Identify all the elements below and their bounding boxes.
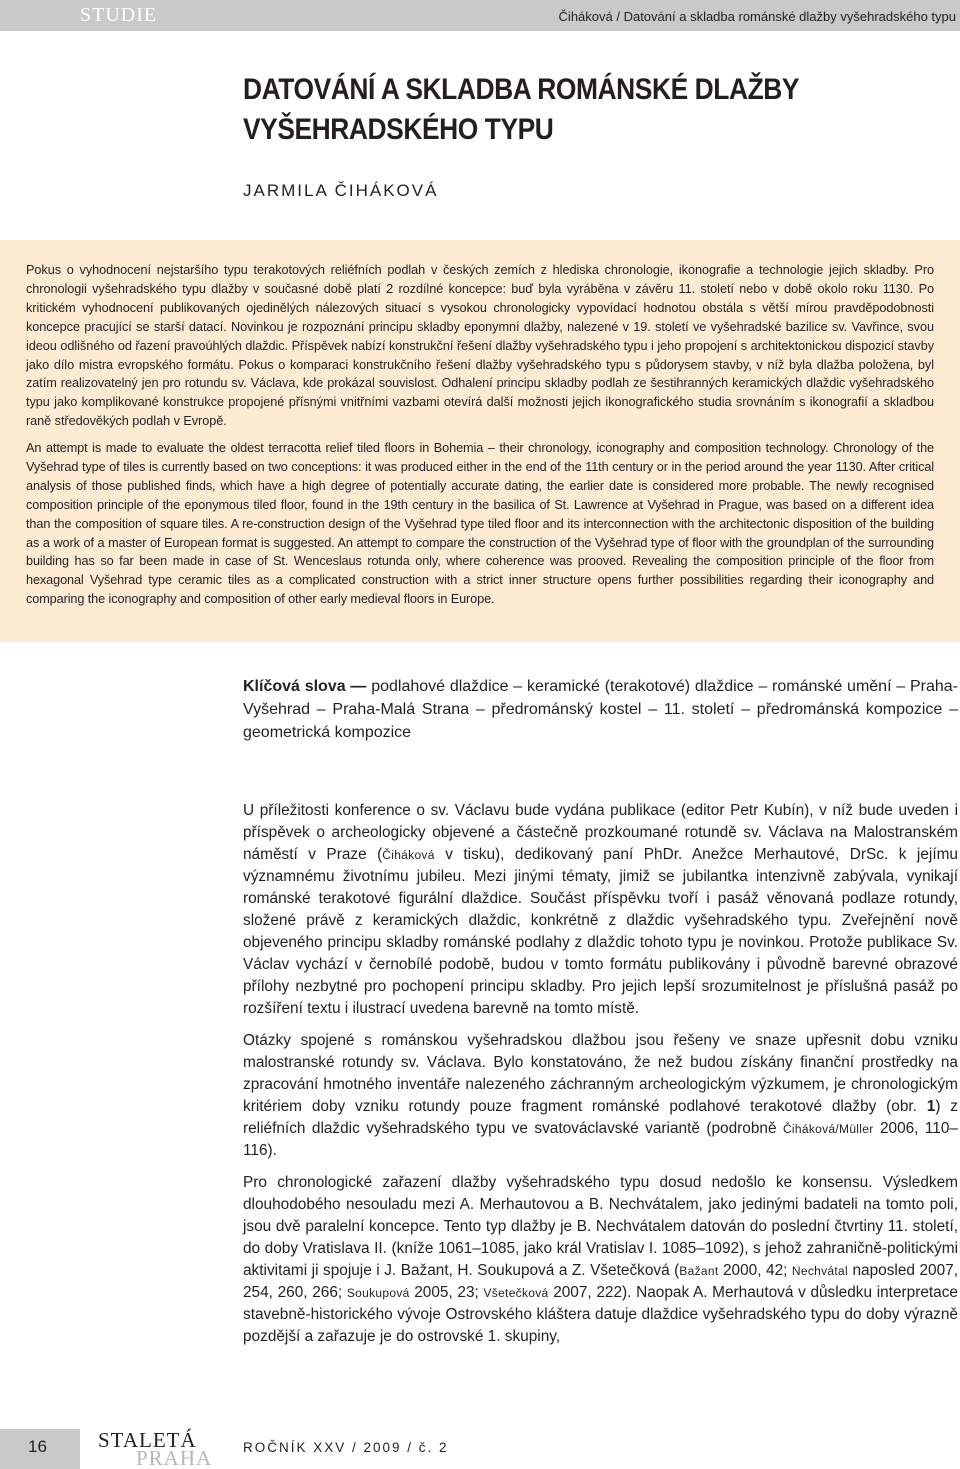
text-run: 2005, 23;	[409, 1284, 484, 1301]
citation-author: Všetečková	[483, 1286, 549, 1300]
section-label: STUDIE	[80, 4, 158, 26]
running-head: Čiháková / Datování a skladba románské dlažby vyšehradského typu	[558, 9, 956, 24]
page-number: 16	[28, 1437, 47, 1456]
text-run: Otázky spojené s románskou vyšehradskou dlažbou jsou řešeny ve snaze upřesnit dobu vzniku malostranské rotundy sv. Václava. Bylo konstatováno, že než budou získány finanční prostředky na zpracování hmotného inventáře nalezeného záchranným archeologickým výzkumem, je chronologickým kritériem doby vzniku rotundy pouze fragment románské podlahové terakotové dlažby (obr.	[243, 1032, 958, 1115]
citation-author: Nechvátal	[791, 1264, 848, 1278]
keywords-label: Klíčová slova —	[243, 678, 367, 695]
keywords	[243, 675, 958, 744]
citation-author: Bažant	[679, 1264, 719, 1278]
citation-author: Čiháková/Müller	[782, 1122, 874, 1136]
logo-line-1: STALETÁ	[98, 1428, 197, 1452]
abstract-box	[0, 240, 960, 642]
text-run: Pro chronologické zařazení dlažby vyšehradského typu dosud nedošlo ke konsensu. Výsledkem dlouhodobého nesouladu mezi A. Merhautovou a B. Nechvátalem, jako jedinými badateli na tomto poli, jsou dvě paralelní koncepce. Tento typ dlažby je B. Nechvátalem datován do poslední čtvrtiny 11. století, do doby Vratislava II. (kníže 1061–1085, jako král Vratislav I. 1085–1092), s jehož zahraničně-politickými aktivitami ji spojuje i J. Bažant, H. Soukupová a Z. Všetečková (	[243, 1174, 958, 1279]
text-run: v tisku), dedikovaný paní PhDr. Anežce Merhautové, DrSc. k jejímu významnému životnímu jubileu. Mezi jinými tématy, jimiž se jubilantka intenzivně zabývala, vynikají románské terakotové figurální dlaždice. Součást příspěvku tvoří i pasáž věnovaná podlaze rotundy, složené právě z keramických dlaždic, konkrétně z dlaždic vyšehradského typu. Zveřejnění nově objeveného principu skladby románské podlahy z dlaždic tohoto typu je novinkou. Protože publikace Sv. Václav vychází v černobílé podobě, budou v tomto formátu publikovány i původně barevné obrazové přílohy nezbytné pro pochopení principu skladby. Pro jejich lepší srozumitelnost je příslušná pasáž po rozšíření textu i ilustrací uvedena barevně na tomto místě.	[243, 846, 958, 1017]
body-paragraph-2	[243, 1030, 958, 1162]
journal-logo	[98, 1428, 228, 1468]
figure-reference: 1	[926, 1098, 936, 1115]
text-run: 2007, 222). Naopak A. Merhautová v důsledku interpretace stavebně-historického vývoje Ostrovského kláštera datuje dlaždice vyšehradského typu do doby výrazně pozdější a zařazuje je do ostrovské 1. skupiny,	[243, 1284, 958, 1345]
text-run: 2006, 110–116).	[243, 1120, 958, 1159]
logo-line-2: PRAHA	[136, 1446, 213, 1468]
abstract-czech: Pokus o vyhodnocení nejstaršího typu terakotových reliéfních podlah v českých zemích z hlediska chronologie, ikonografie a technologie jejich skladby. Pro chronologii vyšehradského typu dlažby v současné době platí 2 rozdílné koncepce: buď byla vyráběna v závěru 11. století nebo v době okolo roku 1130. Po kritickém vyhodnocení publikovaných ojedinělých nálezových situací s vysokou chronologicky vypovídací hodnotou obstála s větší mírou pravděpodobnosti koncepce pracující se starší datací. Novinkou je rozpoznání principu skladby eponymní dlažby, nalezené v 19. století ve vyšehradské bazilice sv. Vavřince, svou ideou odlišného od řazení pravoúhlých dlaždic. Příspěvek nabízí konstrukční řešení dlažby vyšehradského typu i jeho propojení s architektonickou dispozicí stavby jako dílo mistra evropského formátu. Pokus o komparaci konstrukčního řešení dlažby vyšehradského typu s půdorysem stavby, v níž byla dlažba položena, byl zatím realizovatelný jen pro rotundu sv. Václava, kde prokázal souvislost. Odhalení principu skladby podlah ze šestihranných keramických dlaždic vyšehradského typu jako komplikované konstrukce propojené přísnými vnitřními vazbami otevírá další možnosti jejich ikonografického studia srovnáním s ikonografií a skladbou raně středověkých podlah v Evropě.	[26, 263, 934, 429]
text-run: naposled 2007, 254, 260, 266;	[243, 1262, 958, 1301]
article-title: DATOVÁNÍ A SKLADBA ROMÁNSKÉ DLAŽBY VYŠEHRADSKÉHO TYPU	[243, 73, 799, 146]
citation-author: Soukupová	[346, 1286, 410, 1300]
volume-info: ROČNÍK XXV / 2009 / č. 2	[243, 1440, 449, 1455]
body-text	[243, 800, 958, 1358]
body-paragraph-3	[243, 1172, 958, 1348]
text-run: 2000, 42;	[718, 1262, 792, 1279]
abstract-english: An attempt is made to evaluate the oldest terracotta relief tiled floors in Bohemia – their chronology, iconography and composition technology. Chronology of the Vyšehrad type of tiles is currently based on two conceptions: it was produced either in the end of the 11th century or in the period around the year 1130. After critical analysis of those published finds, which have a high degree of potentially accurate dating, the earlier date is considered more probable. The newly recognised composition principle of the eponymous tiled floor, found in the 19th century in the basilica of St. Lawrence at Vyšehrad in Prague, was based on a different idea than the composition of square tiles. A re-construction design of the Vyšehrad type tiled floor and its interconnection with the architectonic disposition of the building as a work of a master of European format is suggested. An attempt to compare the construction of the Vyšehrad type of floor with the groundplan of the surrounding building has so far been made in case of St. Wenceslaus rotunda only, where coherence was prooved. Revealing the composition principle of the floor from hexagonal Vyšehrad type ceramic tiles as a complicated construction with a strict inner structure opens further possibilities regarding their iconography and comparing the iconography and composition of other early medieval floors in Europe.	[26, 441, 934, 607]
text-run: U příležitosti konference o sv. Václavu bude vydána publikace (editor Petr Kubín), v níž bude uveden i příspěvek o archeologicky objevené a částečně prozkoumané rotundě sv. Václava na Malostranském náměstí v Praze (	[243, 802, 958, 863]
citation-author: Čiháková	[382, 848, 435, 862]
text-run: ) z reliéfních dlaždic vyšehradského typu ve svatováclavské variantě (podrobně	[243, 1098, 958, 1137]
author-name: JARMILA ČIHÁKOVÁ	[243, 181, 439, 200]
keywords-text: podlahové dlaždice – keramické (terakotové) dlaždice – románské umění – Praha-Vyšehrad – Praha-Malá Strana – předrománský kostel – 11. století – předrománská kompozice – geometrická kompozice	[243, 678, 959, 741]
body-paragraph-1	[243, 800, 958, 1020]
